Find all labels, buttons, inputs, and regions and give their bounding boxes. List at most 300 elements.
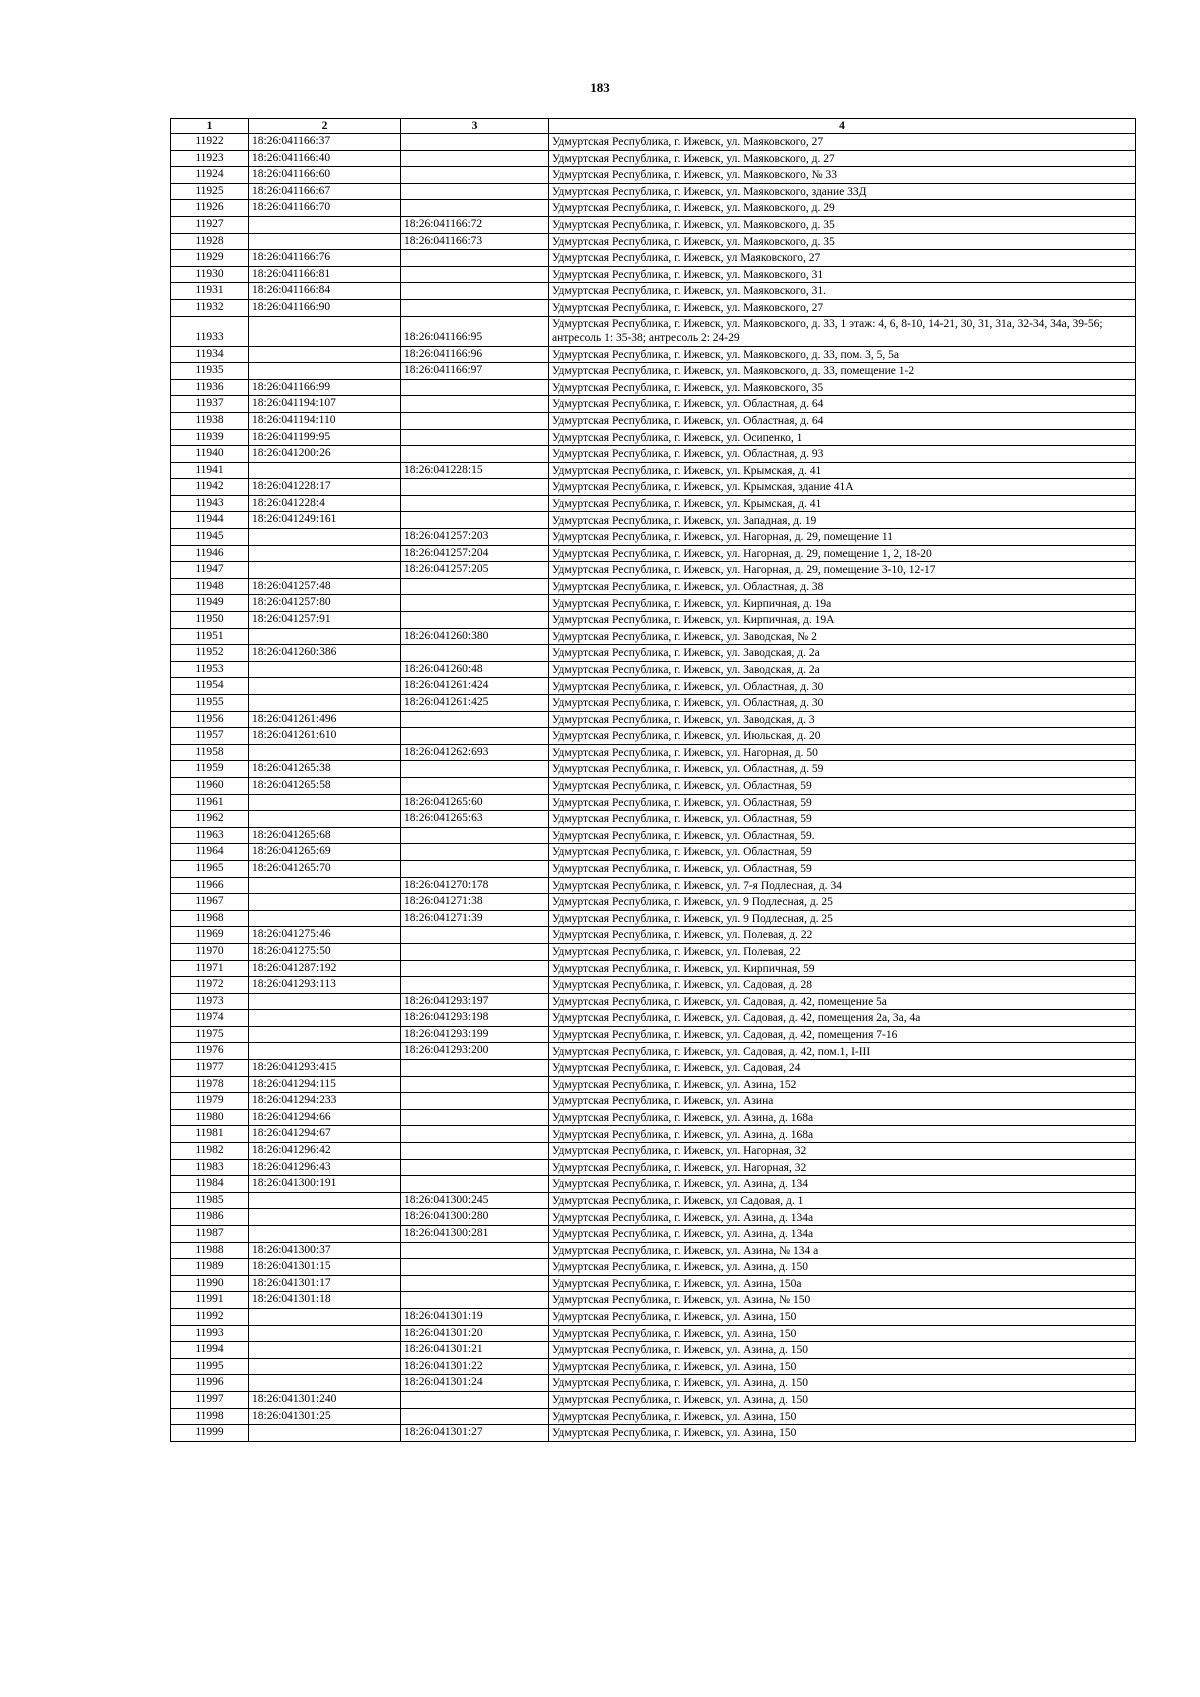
table-row [171,645,1136,662]
cadastral-number-cell: 18:26:041261:610 [249,728,401,745]
row-number-cell: 11940 [171,446,249,463]
row-number-cell: 11979 [171,1093,249,1110]
cadastral-number-cell: 18:26:041166:70 [249,200,401,217]
table-body [171,134,1136,1442]
address-cell: Удмуртская Республика, г. Ижевск, ул. Нагорная, д. 29, помещение 11 [549,529,1136,546]
room-cadastral-number-cell [401,479,549,496]
cadastral-number-cell: 18:26:041301:240 [249,1391,401,1408]
room-cadastral-number-cell [401,429,549,446]
table-row [171,429,1136,446]
cadastral-number-cell [249,1375,401,1392]
row-number-cell: 11993 [171,1325,249,1342]
table-row [171,910,1136,927]
cadastral-number-cell: 18:26:041265:58 [249,777,401,794]
room-cadastral-number-cell: 18:26:041300:280 [401,1209,549,1226]
cadastral-number-cell: 18:26:041228:17 [249,479,401,496]
cadastral-number-cell: 18:26:041199:95 [249,429,401,446]
address-cell: Удмуртская Республика, г. Ижевск, ул. Маяковского, 27 [549,299,1136,316]
room-cadastral-number-cell: 18:26:041293:197 [401,993,549,1010]
table-row [171,412,1136,429]
cadastral-number-cell [249,1425,401,1442]
cadastral-number-cell: 18:26:041261:496 [249,711,401,728]
address-cell: Удмуртская Республика, г. Ижевск, ул. Областная, д. 38 [549,578,1136,595]
room-cadastral-number-cell [401,844,549,861]
address-cell: Удмуртская Республика, г. Ижевск, ул. Азина, д. 150 [549,1391,1136,1408]
address-cell: Удмуртская Республика, г. Ижевск, ул. Азина, 150 [549,1358,1136,1375]
row-number-cell: 11985 [171,1192,249,1209]
table-row [171,1358,1136,1375]
row-number-cell: 11926 [171,200,249,217]
address-cell: Удмуртская Республика, г. Ижевск, ул. Азина, д. 150 [549,1342,1136,1359]
room-cadastral-number-cell [401,711,549,728]
address-cell: Удмуртская Республика, г. Ижевск, ул. Маяковского, д. 27 [549,150,1136,167]
cadastral-number-cell [249,462,401,479]
room-cadastral-number-cell [401,943,549,960]
row-number-cell: 11990 [171,1275,249,1292]
row-number-cell: 11930 [171,266,249,283]
room-cadastral-number-cell [401,1408,549,1425]
address-cell: Удмуртская Республика, г. Ижевск, ул. 9 Подлесная, д. 25 [549,894,1136,911]
room-cadastral-number-cell: 18:26:041166:72 [401,216,549,233]
address-cell: Удмуртская Республика, г. Ижевск, ул. Областная, 59 [549,844,1136,861]
address-cell: Удмуртская Республика, г. Ижевск, ул. Садовая, д. 28 [549,977,1136,994]
room-cadastral-number-cell [401,977,549,994]
row-number-cell: 11957 [171,728,249,745]
cadastral-number-cell: 18:26:041265:69 [249,844,401,861]
header-row [171,119,1136,134]
cadastral-number-cell [249,1192,401,1209]
cadastral-number-cell [249,1043,401,1060]
address-cell: Удмуртская Республика, г. Ижевск, ул. Западная, д. 19 [549,512,1136,529]
room-cadastral-number-cell: 18:26:041166:73 [401,233,549,250]
cadastral-number-cell: 18:26:041265:70 [249,860,401,877]
room-cadastral-number-cell: 18:26:041265:60 [401,794,549,811]
room-cadastral-number-cell [401,1076,549,1093]
address-cell: Удмуртская Республика, г. Ижевск, ул. Азина, 152 [549,1076,1136,1093]
row-number-cell: 11978 [171,1076,249,1093]
room-cadastral-number-cell [401,412,549,429]
cadastral-number-cell [249,628,401,645]
row-number-cell: 11945 [171,529,249,546]
row-number-cell: 11938 [171,412,249,429]
room-cadastral-number-cell [401,396,549,413]
row-number-cell: 11999 [171,1425,249,1442]
address-cell: Удмуртская Республика, г. Ижевск, ул. Маяковского, 31. [549,283,1136,300]
row-number-cell: 11924 [171,167,249,184]
table-row [171,943,1136,960]
cadastral-number-cell: 18:26:041228:4 [249,495,401,512]
table-row [171,1275,1136,1292]
address-cell: Удмуртская Республика, г. Ижевск, ул Садовая, д. 1 [549,1192,1136,1209]
address-cell: Удмуртская Республика, г. Ижевск, ул. Маяковского, д. 35 [549,233,1136,250]
room-cadastral-number-cell: 18:26:041300:245 [401,1192,549,1209]
row-number-cell: 11935 [171,363,249,380]
address-cell: Удмуртская Республика, г. Ижевск, ул. Заводская, д. 2а [549,661,1136,678]
table-row [171,811,1136,828]
address-cell: Удмуртская Республика, г. Ижевск, ул. Областная, 59 [549,860,1136,877]
table-row [171,1408,1136,1425]
room-cadastral-number-cell [401,379,549,396]
cadastral-number-cell [249,316,401,346]
header-col-3: 3 [401,119,549,134]
row-number-cell: 11951 [171,628,249,645]
address-cell: Удмуртская Республика, г. Ижевск, ул. Маяковского, д. 33, пом. 3, 5, 5а [549,346,1136,363]
address-cell: Удмуртская Республика, г. Ижевск, ул. Крымская, д. 41 [549,495,1136,512]
table-row [171,1143,1136,1160]
address-cell: Удмуртская Республика, г. Ижевск, ул. Крымская, здание 41А [549,479,1136,496]
row-number-cell: 11962 [171,811,249,828]
row-number-cell: 11986 [171,1209,249,1226]
table-row [171,1308,1136,1325]
address-cell: Удмуртская Республика, г. Ижевск, ул. Нагорная, д. 29, помещение 1, 2, 18-20 [549,545,1136,562]
address-cell: Удмуртская Республика, г. Ижевск, ул. Азина, д. 150 [549,1375,1136,1392]
address-cell: Удмуртская Республика, г. Ижевск, ул. Маяковского, д. 33, помещение 1-2 [549,363,1136,380]
row-number-cell: 11941 [171,462,249,479]
table-row [171,1226,1136,1243]
address-cell: Удмуртская Республика, г. Ижевск, ул. Маяковского, 31 [549,266,1136,283]
address-cell: Удмуртская Республика, г. Ижевск, ул. Садовая, д. 42, помещения 7-16 [549,1026,1136,1043]
room-cadastral-number-cell: 18:26:041301:19 [401,1308,549,1325]
address-cell: Удмуртская Республика, г. Ижевск, ул. Областная, 59. [549,827,1136,844]
cadastral-number-cell: 18:26:041301:17 [249,1275,401,1292]
room-cadastral-number-cell [401,266,549,283]
table-row [171,479,1136,496]
table-row [171,1242,1136,1259]
room-cadastral-number-cell [401,446,549,463]
table-row [171,216,1136,233]
cadastral-number-cell [249,695,401,712]
table-row [171,363,1136,380]
table-row [171,183,1136,200]
address-cell: Удмуртская Республика, г. Ижевск, ул. Азина, д. 134 [549,1176,1136,1193]
address-cell: Удмуртская Республика, г. Ижевск, ул. Областная, д. 30 [549,695,1136,712]
table-row [171,777,1136,794]
table-row [171,894,1136,911]
cadastral-number-cell [249,1358,401,1375]
address-cell: Удмуртская Республика, г. Ижевск, ул. Нагорная, 32 [549,1143,1136,1160]
table-row [171,1425,1136,1442]
row-number-cell: 11981 [171,1126,249,1143]
table-row [171,960,1136,977]
table-row [171,462,1136,479]
address-cell: Удмуртская Республика, г. Ижевск, ул. Азина, № 150 [549,1292,1136,1309]
room-cadastral-number-cell: 18:26:041166:97 [401,363,549,380]
row-number-cell: 11954 [171,678,249,695]
table-row [171,628,1136,645]
address-cell: Удмуртская Республика, г. Ижевск, ул. Азина, 150 [549,1308,1136,1325]
table-row [171,379,1136,396]
row-number-cell: 11973 [171,993,249,1010]
table-row [171,860,1136,877]
room-cadastral-number-cell: 18:26:041301:27 [401,1425,549,1442]
table-row [171,167,1136,184]
room-cadastral-number-cell [401,1093,549,1110]
row-number-cell: 11946 [171,545,249,562]
cadastral-number-cell: 18:26:041301:25 [249,1408,401,1425]
row-number-cell: 11928 [171,233,249,250]
table-row [171,844,1136,861]
room-cadastral-number-cell: 18:26:041166:96 [401,346,549,363]
cadastral-number-cell: 18:26:041166:37 [249,134,401,151]
table-row [171,266,1136,283]
room-cadastral-number-cell [401,1259,549,1276]
address-cell: Удмуртская Республика, г. Ижевск, ул. Областная, 59 [549,777,1136,794]
row-number-cell: 11959 [171,761,249,778]
table-row [171,1109,1136,1126]
table-row [171,1093,1136,1110]
table-row [171,661,1136,678]
table-row [171,1126,1136,1143]
address-cell: Удмуртская Республика, г. Ижевск, ул. Азина, 150а [549,1275,1136,1292]
table-row [171,545,1136,562]
table-row [171,1043,1136,1060]
row-number-cell: 11927 [171,216,249,233]
cadastral-number-cell: 18:26:041194:110 [249,412,401,429]
page-number: 183 [590,80,610,95]
cadastral-number-cell [249,894,401,911]
cadastral-number-cell [249,744,401,761]
address-cell: Удмуртская Республика, г. Ижевск, ул. Нагорная, д. 50 [549,744,1136,761]
row-number-cell: 11942 [171,479,249,496]
room-cadastral-number-cell: 18:26:041260:380 [401,628,549,645]
address-cell: Удмуртская Республика, г. Ижевск, ул. 7-я Подлесная, д. 34 [549,877,1136,894]
registry-table [170,118,1136,1442]
address-cell: Удмуртская Республика, г. Ижевск, ул. Садовая, д. 42, помещения 2а, 3а, 4а [549,1010,1136,1027]
row-number-cell: 11977 [171,1060,249,1077]
row-number-cell: 11958 [171,744,249,761]
row-number-cell: 11975 [171,1026,249,1043]
row-number-cell: 11937 [171,396,249,413]
room-cadastral-number-cell [401,512,549,529]
address-cell: Удмуртская Республика, г. Ижевск, ул. Кирпичная, д. 19а [549,595,1136,612]
cadastral-number-cell: 18:26:041275:50 [249,943,401,960]
room-cadastral-number-cell: 18:26:041270:178 [401,877,549,894]
address-cell: Удмуртская Республика, г. Ижевск, ул. Азина, д. 134а [549,1209,1136,1226]
row-number-cell: 11953 [171,661,249,678]
address-cell: Удмуртская Республика, г. Ижевск, ул. Областная, д. 59 [549,761,1136,778]
cadastral-number-cell: 18:26:041257:91 [249,612,401,629]
cadastral-number-cell: 18:26:041287:192 [249,960,401,977]
room-cadastral-number-cell: 18:26:041166:95 [401,316,549,346]
cadastral-number-cell: 18:26:041166:90 [249,299,401,316]
address-cell: Удмуртская Республика, г. Ижевск, ул. Маяковского, 27 [549,134,1136,151]
room-cadastral-number-cell: 18:26:041271:38 [401,894,549,911]
room-cadastral-number-cell: 18:26:041301:22 [401,1358,549,1375]
cadastral-number-cell: 18:26:041301:15 [249,1259,401,1276]
row-number-cell: 11955 [171,695,249,712]
table-row [171,1325,1136,1342]
cadastral-number-cell: 18:26:041200:26 [249,446,401,463]
table-row [171,495,1136,512]
row-number-cell: 11961 [171,794,249,811]
row-number-cell: 11929 [171,250,249,267]
address-cell: Удмуртская Республика, г. Ижевск, ул. Азина, д. 168а [549,1109,1136,1126]
address-cell: Удмуртская Республика, г. Ижевск, ул. Азина, 150 [549,1425,1136,1442]
table-row [171,283,1136,300]
row-number-cell: 11932 [171,299,249,316]
table-header [171,119,1136,134]
room-cadastral-number-cell: 18:26:041261:424 [401,678,549,695]
address-cell: Удмуртская Республика, г. Ижевск, ул. Заводская, д. 3 [549,711,1136,728]
room-cadastral-number-cell [401,612,549,629]
room-cadastral-number-cell [401,578,549,595]
cadastral-number-cell: 18:26:041166:60 [249,167,401,184]
room-cadastral-number-cell [401,134,549,151]
address-cell: Удмуртская Республика, г. Ижевск, ул. Областная, д. 30 [549,678,1136,695]
room-cadastral-number-cell: 18:26:041293:200 [401,1043,549,1060]
address-cell: Удмуртская Республика, г. Ижевск, ул. Садовая, д. 42, помещение 5а [549,993,1136,1010]
cadastral-number-cell [249,1010,401,1027]
cadastral-number-cell: 18:26:041294:66 [249,1109,401,1126]
row-number-cell: 11984 [171,1176,249,1193]
cadastral-number-cell: 18:26:041265:38 [249,761,401,778]
address-cell: Удмуртская Республика, г. Ижевск, ул. Июльская, д. 20 [549,728,1136,745]
row-number-cell: 11964 [171,844,249,861]
table-row [171,529,1136,546]
row-number-cell: 11974 [171,1010,249,1027]
cadastral-number-cell: 18:26:041293:415 [249,1060,401,1077]
table-row [171,695,1136,712]
cadastral-number-cell: 18:26:041166:67 [249,183,401,200]
room-cadastral-number-cell: 18:26:041301:21 [401,1342,549,1359]
room-cadastral-number-cell [401,761,549,778]
cadastral-number-cell: 18:26:041257:48 [249,578,401,595]
room-cadastral-number-cell [401,299,549,316]
row-number-cell: 11923 [171,150,249,167]
cadastral-number-cell [249,794,401,811]
cadastral-number-cell [249,1226,401,1243]
row-number-cell: 11965 [171,860,249,877]
row-number-cell: 11948 [171,578,249,595]
room-cadastral-number-cell [401,200,549,217]
table-row [171,1159,1136,1176]
table-row [171,512,1136,529]
room-cadastral-number-cell [401,1292,549,1309]
table-row [171,927,1136,944]
address-cell: Удмуртская Республика, г. Ижевск, ул. Нагорная, д. 29, помещение 3-10, 12-17 [549,562,1136,579]
row-number-cell: 11952 [171,645,249,662]
row-number-cell: 11936 [171,379,249,396]
table-row [171,1209,1136,1226]
cadastral-number-cell [249,363,401,380]
address-cell: Удмуртская Республика, г. Ижевск, ул. Заводская, д. 2а [549,645,1136,662]
table-row [171,794,1136,811]
row-number-cell: 11931 [171,283,249,300]
cadastral-number-cell [249,1308,401,1325]
cadastral-number-cell: 18:26:041166:40 [249,150,401,167]
row-number-cell: 11991 [171,1292,249,1309]
table-row [171,993,1136,1010]
table-row [171,678,1136,695]
cadastral-number-cell: 18:26:041294:233 [249,1093,401,1110]
address-cell: Удмуртская Республика, г. Ижевск, ул. 9 Подлесная, д. 25 [549,910,1136,927]
table-row [171,346,1136,363]
room-cadastral-number-cell [401,1109,549,1126]
table-row [171,1375,1136,1392]
room-cadastral-number-cell: 18:26:041260:48 [401,661,549,678]
table-row [171,396,1136,413]
cadastral-number-cell [249,678,401,695]
cadastral-number-cell [249,1342,401,1359]
table-row [171,744,1136,761]
room-cadastral-number-cell: 18:26:041261:425 [401,695,549,712]
room-cadastral-number-cell [401,827,549,844]
room-cadastral-number-cell [401,927,549,944]
address-cell: Удмуртская Республика, г. Ижевск, ул. Азина, д. 134а [549,1226,1136,1243]
row-number-cell: 11988 [171,1242,249,1259]
table-row [171,711,1136,728]
row-number-cell: 11967 [171,894,249,911]
table-row [171,1176,1136,1193]
row-number-cell: 11972 [171,977,249,994]
cadastral-number-cell: 18:26:041194:107 [249,396,401,413]
table-row [171,1192,1136,1209]
room-cadastral-number-cell: 18:26:041257:205 [401,562,549,579]
cadastral-number-cell [249,993,401,1010]
row-number-cell: 11956 [171,711,249,728]
room-cadastral-number-cell [401,1391,549,1408]
address-cell: Удмуртская Республика, г. Ижевск, ул. Маяковского, д. 35 [549,216,1136,233]
table-row [171,1342,1136,1359]
address-cell: Удмуртская Республика, г. Ижевск, ул. Заводская, № 2 [549,628,1136,645]
address-cell: Удмуртская Республика, г. Ижевск, ул. Азина, 150 [549,1408,1136,1425]
cadastral-number-cell [249,233,401,250]
cadastral-number-cell [249,346,401,363]
row-number-cell: 11970 [171,943,249,960]
cadastral-number-cell: 18:26:041300:191 [249,1176,401,1193]
table-row [171,977,1136,994]
address-cell: Удмуртская Республика, г. Ижевск, ул. Маяковского, здание 33Д [549,183,1136,200]
cadastral-number-cell [249,529,401,546]
room-cadastral-number-cell [401,167,549,184]
table-row [171,200,1136,217]
table-row [171,612,1136,629]
cadastral-number-cell: 18:26:041301:18 [249,1292,401,1309]
table-row [171,595,1136,612]
cadastral-number-cell: 18:26:041166:81 [249,266,401,283]
cadastral-number-cell: 18:26:041166:76 [249,250,401,267]
address-cell: Удмуртская Республика, г. Ижевск, ул Маяковского, 27 [549,250,1136,267]
cadastral-number-cell [249,1209,401,1226]
room-cadastral-number-cell [401,1060,549,1077]
table-row [171,134,1136,151]
address-cell: Удмуртская Республика, г. Ижевск, ул. Осипенко, 1 [549,429,1136,446]
address-cell: Удмуртская Республика, г. Ижевск, ул. Азина, 150 [549,1325,1136,1342]
cadastral-number-cell: 18:26:041300:37 [249,1242,401,1259]
cadastral-number-cell [249,1026,401,1043]
cadastral-number-cell: 18:26:041260:386 [249,645,401,662]
cadastral-number-cell: 18:26:041294:67 [249,1126,401,1143]
table-row [171,1026,1136,1043]
room-cadastral-number-cell: 18:26:041301:24 [401,1375,549,1392]
table-row [171,1076,1136,1093]
address-cell: Удмуртская Республика, г. Ижевск, ул. Маяковского, 35 [549,379,1136,396]
table-row [171,1391,1136,1408]
table-row [171,728,1136,745]
cadastral-number-cell: 18:26:041275:46 [249,927,401,944]
row-number-cell: 11966 [171,877,249,894]
row-number-cell: 11963 [171,827,249,844]
address-cell: Удмуртская Республика, г. Ижевск, ул. Азина, д. 168а [549,1126,1136,1143]
room-cadastral-number-cell: 18:26:041301:20 [401,1325,549,1342]
address-cell: Удмуртская Республика, г. Ижевск, ул. Областная, д. 64 [549,412,1136,429]
row-number-cell: 11996 [171,1375,249,1392]
row-number-cell: 11960 [171,777,249,794]
room-cadastral-number-cell [401,595,549,612]
table-row [171,761,1136,778]
address-cell: Удмуртская Республика, г. Ижевск, ул. Азина, № 134 а [549,1242,1136,1259]
cadastral-number-cell: 18:26:041296:42 [249,1143,401,1160]
